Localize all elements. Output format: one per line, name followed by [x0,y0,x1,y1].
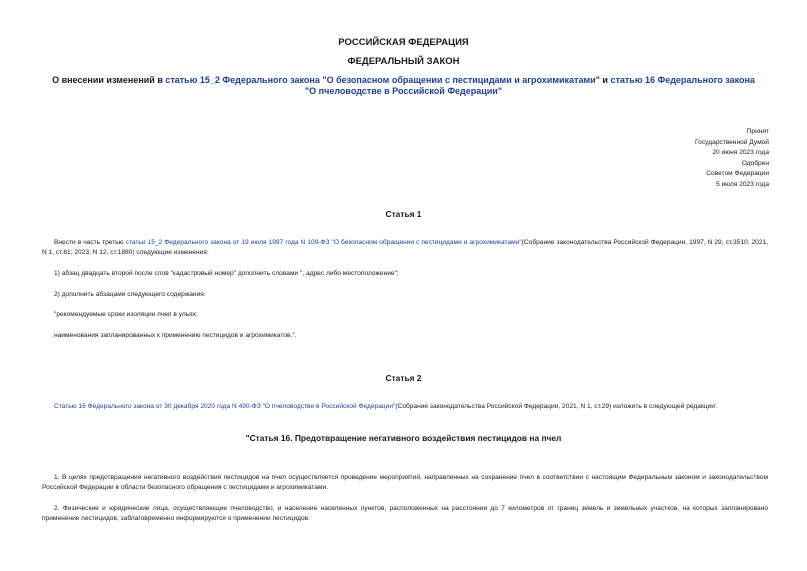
article-16-paragraph-1: 1. В целях предотвращения негативного воздействия пестицидов на пчел осуществляется проведение мероприятий, направленных на сохранение пчел в соответствии с настоящим Федеральным законом и законодательством Российской Федерации в области безопасного обращения с пестицидами и агрохимикатами. [42,474,768,492]
article-1-quote-1: "рекомендуемые сроки изоляции пчел в ульях; [54,311,198,318]
law-title-middle: и [599,75,611,85]
article-2-intro [42,402,768,412]
article-1-intro [42,238,768,258]
adoption-line: Принят [746,128,769,135]
law-title [48,75,759,97]
article-1-intro-prefix: Внести в часть третью [54,239,126,246]
article-2-title: Статья 2 [385,373,422,383]
article-2-intro-link[interactable]: Статью 16 Федерального закона от 30 декабря 2020 года N 490-ФЗ "О пчеловодстве в Российской Федерации" [54,403,396,410]
article-1-quote-2: наименования запланированных к применению пестицидов и агрохимикатов.". [54,332,297,339]
adoption-block [569,127,769,191]
article-1-title: Статья 1 [385,209,422,219]
adoption-line: 5 июля 2023 года [715,180,769,188]
law-title-link-15-2[interactable]: статью 15_2 Федерального закона "О безопасном обращении с пестицидами и агрохимикатами" [165,75,600,85]
adoption-line: Советом Федерации [706,170,769,178]
doc-type-heading: ФЕДЕРАЛЬНЫЙ ЗАКОН [347,56,460,67]
article-16-paragraph-2: 2. Физические и юридические лица, осуществляющие пчеловодство, и население населенных пунктов, расположенных на расстоянии до 7 километров от границ земель и земельных участков, на которых запланировано применение пестицидов, заблаговременно информируются о применении пестицидов. [42,505,768,523]
adoption-line: Одобрен [741,159,769,167]
article-1-item-2: 2) дополнить абзацами следующего содержания: [54,291,206,298]
law-title-link-16[interactable]: статью 16 Федерального закона "О пчеловодстве в Российской Федерации" [304,75,755,96]
article-1-item-1: 1) абзац двадцать второй после слов "кадастровый номер" дополнить словами ", адрес либо местоположение"; [54,270,399,277]
country-heading: РОССИЙСКАЯ ФЕДЕРАЦИЯ [338,37,469,48]
adoption-line: 20 июня 2023 года [712,149,769,157]
article-1-intro-suffix: (Собрание законодательства Российской Федерации, 1997, N 29, ст.3510; 2021, N 1, ст.61; 2023, N 12, ст.1880) следующие изменения: [42,239,768,257]
article-2-intro-suffix: (Собрание законодательства Российской Федерации, 2021, N 1, ст.29) изложить в следующей редакции: [395,403,717,410]
article-16-subtitle: "Статья 16. Предотвращение негативного воздействия пестицидов на пчел [245,433,562,443]
law-title-prefix: О внесении изменений в [52,75,166,85]
adoption-line: Государственной Думой [695,138,769,146]
article-1-intro-link[interactable]: статьи 15_2 Федерального закона от 19 июля 1997 года N 109-ФЗ "О безопасном обращении с пестицидами и агрохимикатами" [125,239,522,246]
